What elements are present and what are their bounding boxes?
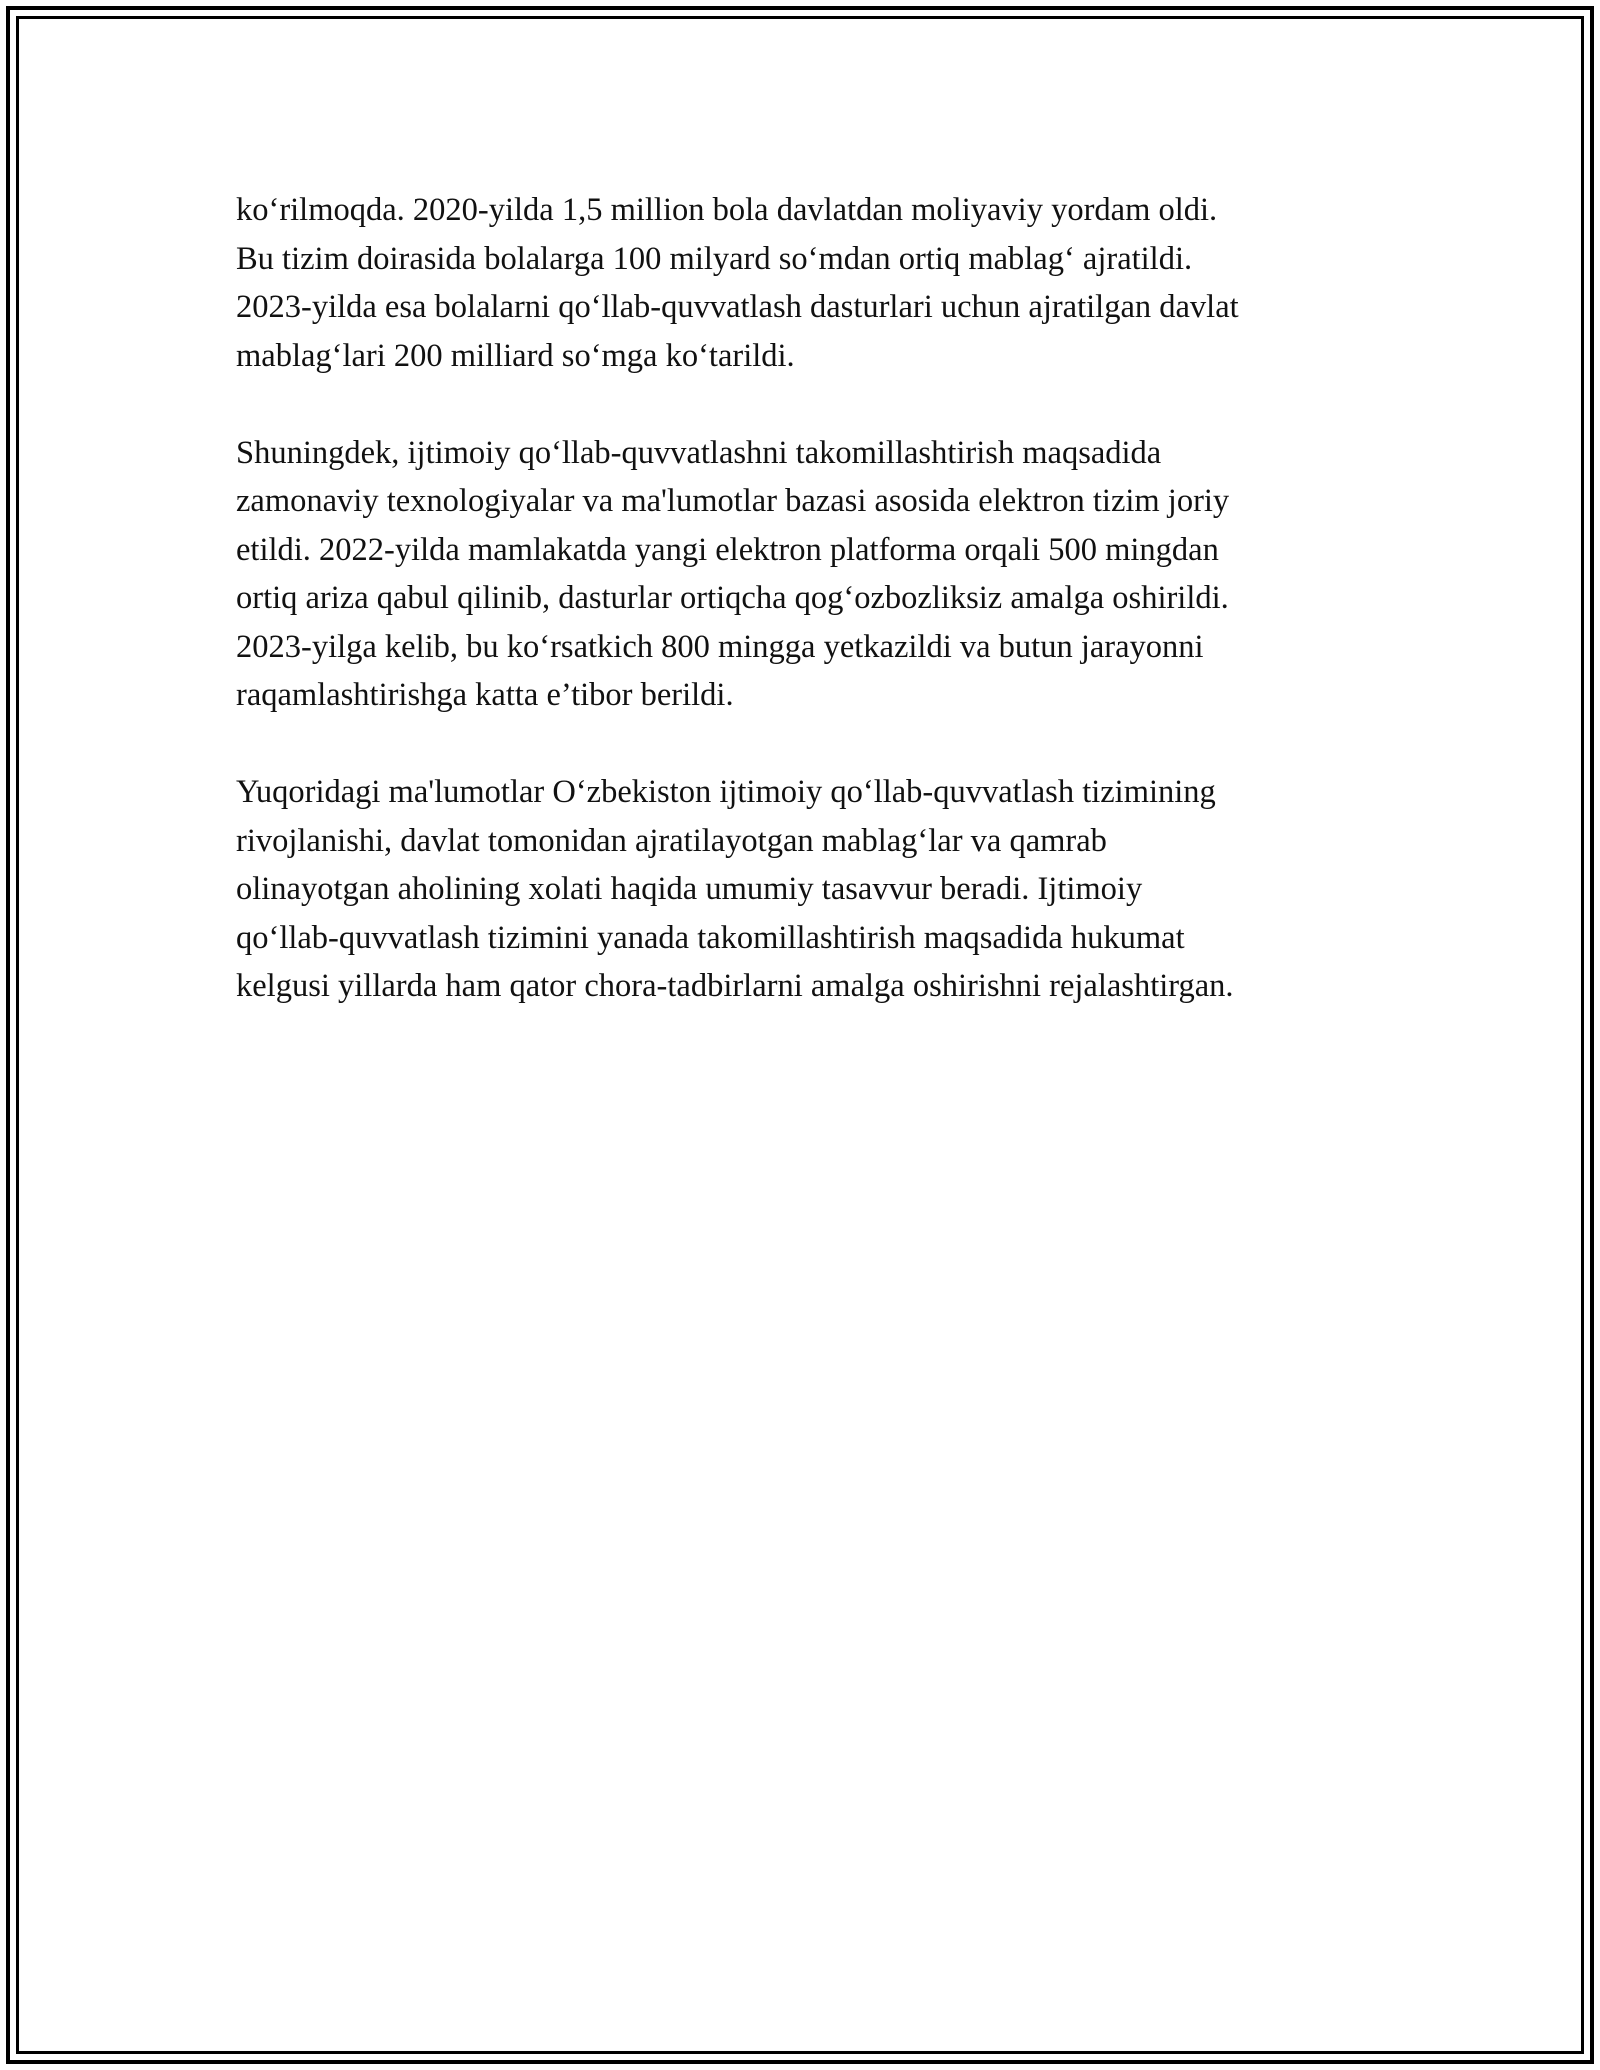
paragraph-electronic-system: Shuningdek, ijtimoiy qo‘llab-quvvatlashni takomillashtirish maqsadida zamonaviy texnologiyalar va ma'lumotlar bazasi asosida elektron tizim joriy etildi. 2022-yilda mamlakatda yangi elektron platforma orqali 500 mingdan ortiq ariza qabul qilinib, dasturlar ortiqcha qog‘ozbozliksiz amalga oshirildi. 2023-yilga kelib, bu ko‘rsatkich 800 mingga yetkazildi va butun jarayonni raqamlashtirishga katta e’tibor berildi. xyxy=(236,434,1230,713)
document-body xyxy=(236,186,1416,1011)
paragraph-funding: ko‘rilmoqda. 2020-yilda 1,5 million bola davlatdan moliyaviy yordam oldi. Bu tizim doirasida bolalarga 100 milyard so‘mdan ortiq mablag‘ ajratildi. 2023-yilda esa bolalarni qo‘llab-quvvatlash dasturlari uchun ajratilgan davlat mablag‘lari 200 milliard so‘mga ko‘tarildi. xyxy=(236,192,1239,374)
paragraph-conclusion: Yuqoridagi ma'lumotlar O‘zbekiston ijtimoiy qo‘llab-quvvatlash tizimining rivojlanishi, davlat tomonidan ajratilayotgan mablag‘lar va qamrab olinayotgan aholining xolati haqida umumiy tasavvur beradi. Ijtimoiy qo‘llab-quvvatlash tizimini yanada takomillashtirish maqsadida hukumat kelgusi yillarda ham qator chora-tadbirlarni amalga oshirishni rejalashtirgan. xyxy=(236,774,1234,1004)
